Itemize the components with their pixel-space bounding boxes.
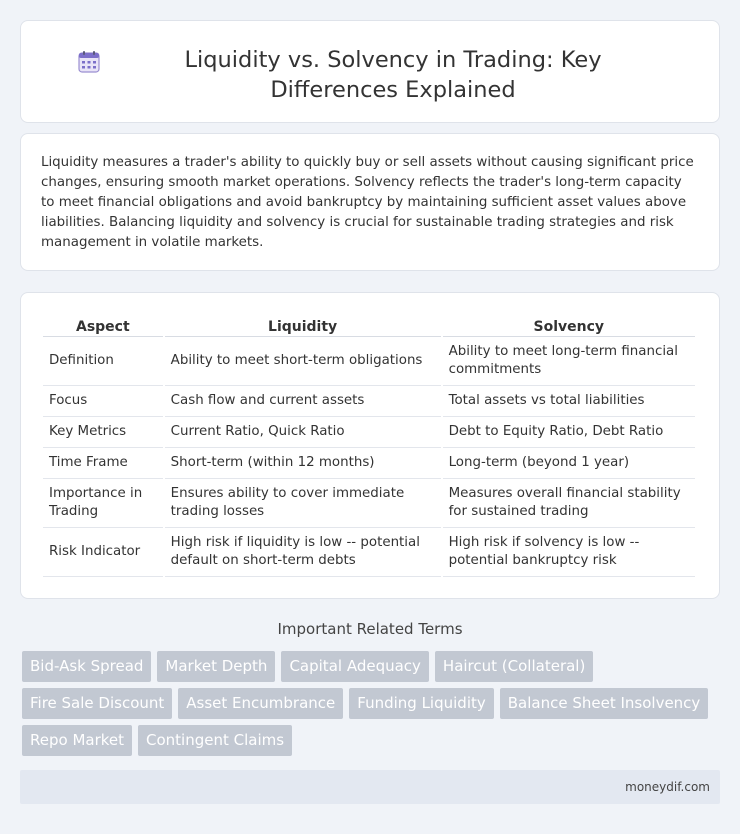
- row-aspect: Time Frame: [43, 448, 163, 479]
- term-tag[interactable]: Fire Sale Discount: [22, 688, 172, 719]
- term-tag[interactable]: Balance Sheet Insolvency: [500, 688, 709, 719]
- row-liquidity: Ensures ability to cover immediate trading losses: [165, 479, 441, 528]
- footer: [20, 770, 720, 804]
- table-card: [20, 292, 720, 599]
- table-row: [43, 386, 695, 417]
- comparison-table: [41, 317, 697, 577]
- row-aspect: Focus: [43, 386, 163, 417]
- row-aspect: Importance in Trading: [43, 479, 163, 528]
- term-tag[interactable]: Funding Liquidity: [349, 688, 493, 719]
- term-tag[interactable]: Capital Adequacy: [281, 651, 428, 682]
- row-solvency: High risk if solvency is low -- potential bankruptcy risk: [443, 528, 695, 577]
- row-solvency: Measures overall financial stability for sustained trading: [443, 479, 695, 528]
- related-terms-title: Important Related Terms: [277, 620, 463, 638]
- table-row: [43, 528, 695, 577]
- row-solvency: Total assets vs total liabilities: [443, 386, 695, 417]
- related-terms-list: [22, 651, 722, 762]
- row-liquidity: Cash flow and current assets: [165, 386, 441, 417]
- table-header-row: [43, 317, 695, 337]
- row-liquidity: Short-term (within 12 months): [165, 448, 441, 479]
- table-row: [43, 417, 695, 448]
- intro-text: Liquidity measures a trader's ability to quickly buy or sell assets without causing significant price changes, ensuring smooth market operations. Solvency reflects the trader's long-term capacity to meet financial obligations and avoid bankruptcy by maintaining sufficient asset values above liabilities. Balancing liquidity and solvency is crucial for sustainable trading strategies and risk management in volatile markets.: [41, 155, 694, 250]
- row-aspect: Risk Indicator: [43, 528, 163, 577]
- row-aspect: Definition: [43, 337, 163, 386]
- term-tag[interactable]: Repo Market: [22, 725, 132, 756]
- footer-site[interactable]: moneydif.com: [625, 780, 710, 794]
- header-aspect: Aspect: [43, 317, 163, 337]
- row-solvency: Ability to meet long-term financial commitments: [443, 337, 695, 386]
- row-aspect: Key Metrics: [43, 417, 163, 448]
- table-row: [43, 448, 695, 479]
- header-liquidity: Liquidity: [165, 317, 441, 337]
- term-tag[interactable]: Market Depth: [157, 651, 275, 682]
- calendar-icon: [77, 50, 101, 74]
- term-tag[interactable]: Haircut (Collateral): [435, 651, 593, 682]
- page-title: Liquidity vs. Solvency in Trading: Key Differences Explained: [184, 47, 602, 103]
- row-solvency: Long-term (beyond 1 year): [443, 448, 695, 479]
- row-solvency: Debt to Equity Ratio, Debt Ratio: [443, 417, 695, 448]
- term-tag[interactable]: Contingent Claims: [138, 725, 292, 756]
- header-solvency: Solvency: [443, 317, 695, 337]
- row-liquidity: Ability to meet short-term obligations: [165, 337, 441, 386]
- intro-card: [20, 133, 720, 271]
- table-row: [43, 337, 695, 386]
- row-liquidity: Current Ratio, Quick Ratio: [165, 417, 441, 448]
- term-tag[interactable]: Bid-Ask Spread: [22, 651, 151, 682]
- title-card: [20, 20, 720, 123]
- table-row: [43, 479, 695, 528]
- row-liquidity: High risk if liquidity is low -- potential default on short-term debts: [165, 528, 441, 577]
- term-tag[interactable]: Asset Encumbrance: [178, 688, 343, 719]
